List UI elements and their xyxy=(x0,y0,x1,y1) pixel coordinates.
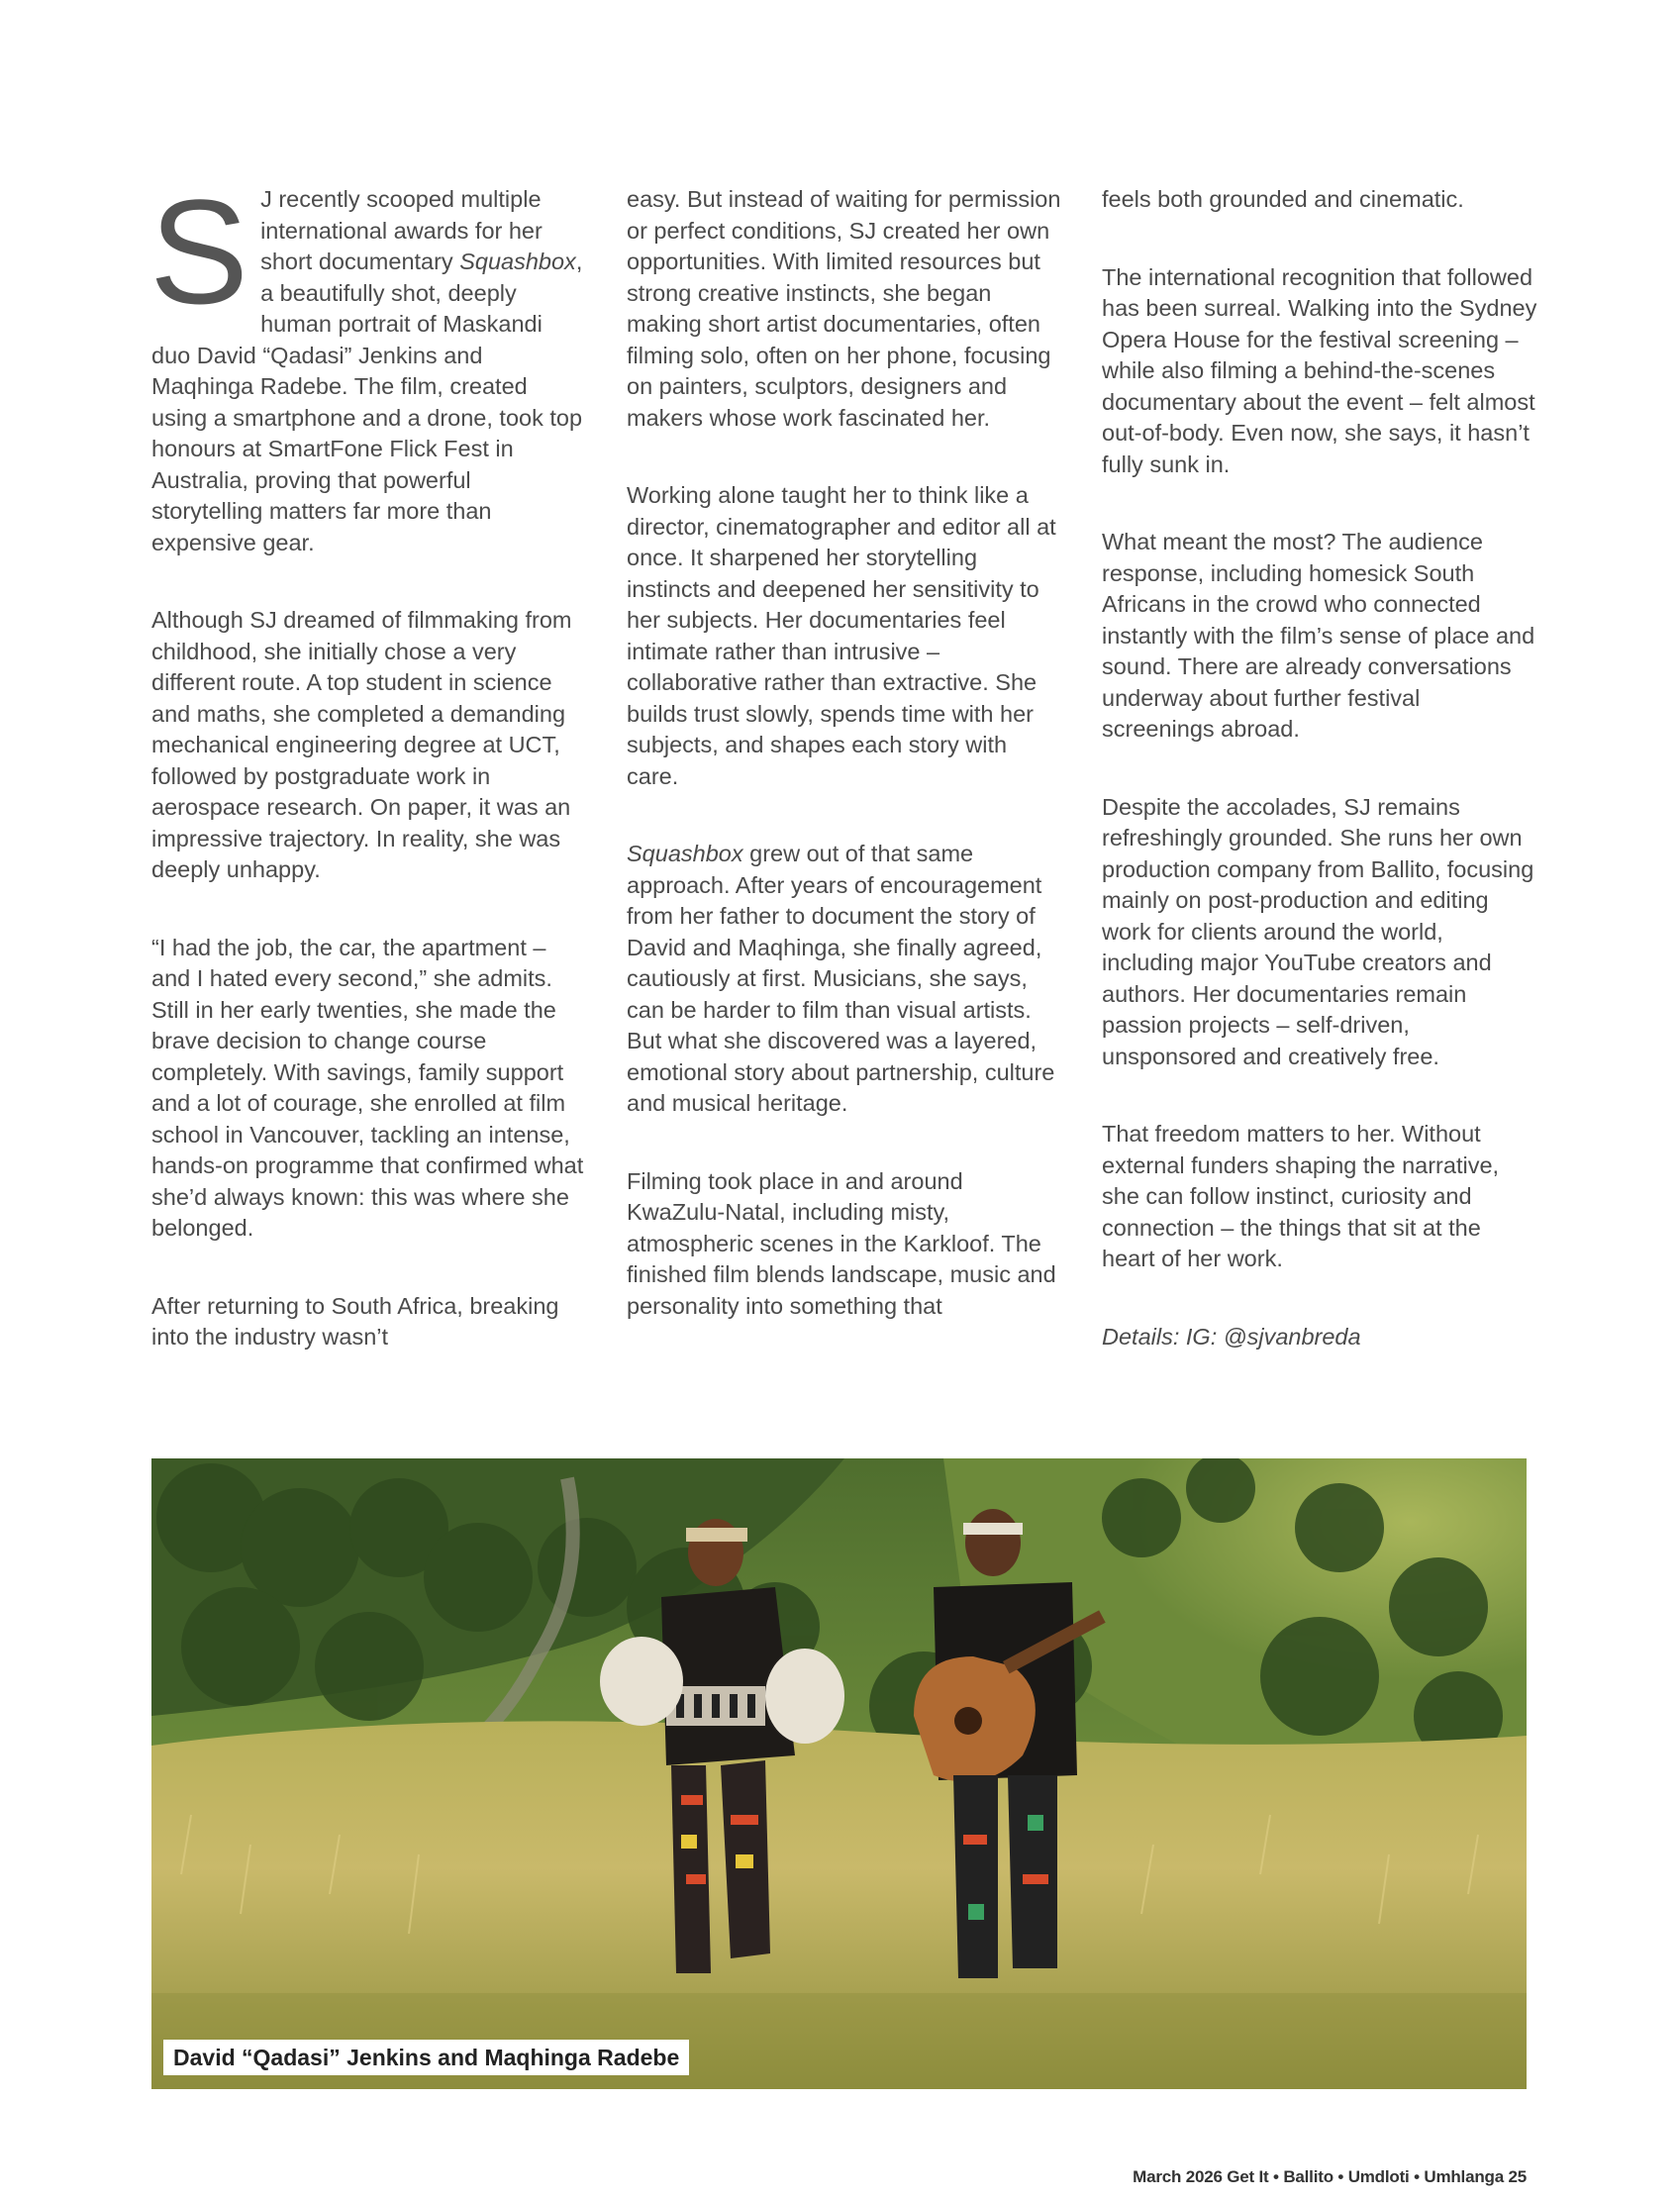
footer-area-umdloti: Umdloti xyxy=(1347,2167,1410,2186)
footer-area-umhlanga: Umhlanga xyxy=(1424,2167,1504,2186)
footer-publication: Get It xyxy=(1227,2167,1269,2186)
paragraph-audience: What meant the most? The audience response, including homesick South Africans in the crowd who connected instantly with the film’s sense of place and sound. There are already conversations underway about further festival screenings abroad. xyxy=(1102,529,1535,742)
paragraph-cinematic: feels both grounded and cinematic. xyxy=(1102,186,1464,212)
footer-separator: • xyxy=(1409,2167,1425,2186)
column-3 xyxy=(1102,184,1537,1399)
paragraph-filming: Filming took place in and around KwaZulu-Natal, including misty, atmospheric scenes in the Karkloof. The finished film blends landscape, music and personality into something that xyxy=(627,1167,1056,1319)
footer-separator: • xyxy=(1333,2167,1348,2186)
film-title: Squashbox xyxy=(459,249,576,274)
paragraph-freedom: That freedom matters to her. Without external funders shaping the narrative, she can follow instinct, curiosity and connection – the things that sit at the heart of her work. xyxy=(1102,1121,1500,1271)
photo-caption: David “Qadasi” Jenkins and Maqhinga Radebe xyxy=(163,2040,689,2075)
paragraph-grounded: Despite the accolades, SJ remains refreshingly grounded. She runs her own production company from Ballito, focusing mainly on post-production and editing work for clients around the world, including major YouTube creators and authors. Her documentaries remain passion projects – self-driven, unsponsored and creatively free. xyxy=(1102,793,1534,1069)
squashbox-rest-text: grew out of that same approach. After years of encouragement from her father to document the story of David and Maqhinga, she finally agreed, cautiously at first. Musicians, she says, can be harder to film than visual artists. But what she discovered was a layered, emotional story about partnership, culture and musical heritage. xyxy=(627,841,1055,1116)
footer-area-ballito: Ballito xyxy=(1283,2167,1334,2186)
paragraph-opportunities: easy. But instead of waiting for permission or perfect conditions, SJ created her own opportunities. With limited resources but strong creative instincts, she began making short artist documentaries, often filming solo, often on her phone, focusing on painters, sculptors, designers and makers whose work fascinated her. xyxy=(627,186,1061,431)
page-number: 25 xyxy=(1503,2167,1527,2186)
paragraph-squashbox xyxy=(627,839,1062,1120)
film-title: Squashbox xyxy=(627,841,743,866)
footer-separator: • xyxy=(1268,2167,1284,2186)
page-footer xyxy=(1133,2167,1527,2187)
column-2 xyxy=(627,184,1062,1368)
drop-cap: S xyxy=(149,168,249,335)
paragraph-quote: “I had the job, the car, the apartment – and I hated every second,” she admits. Still in her early twenties, she made the brave decision to change course completely. With savings, family support and a lot of courage, she enrolled at film school in Vancouver, tackling an intense, hands-on programme that confirmed what she’d always known: this was where she belonged. xyxy=(151,934,584,1241)
details-line: Details: IG: @sjvanbreda xyxy=(1102,1323,1361,1350)
paragraph-recognition: The international recognition that followed has been surreal. Walking into the Sydney Opera House for the festival screening – while also filming a behind-the-scenes documentary about the event – felt almost out-of-body. Even now, she says, it hasn’t fully sunk in. xyxy=(1102,263,1537,477)
column-1 xyxy=(149,168,587,1400)
paragraph-childhood: Although SJ dreamed of filmmaking from childhood, she initially chose a very different route. A top student in science and maths, she completed a demanding mechanical engineering degree at UCT, followed by postgraduate work in aerospace research. On paper, it was an impressive trajectory. In reality, she was deeply unhappy. xyxy=(151,607,572,882)
musicians-in-grassland-image xyxy=(151,1458,1527,2089)
paragraph-return: After returning to South Africa, breaking into the industry wasn’t xyxy=(151,1292,559,1350)
intro-lead-text: J recently scooped multiple international awards for her short documentary xyxy=(260,186,543,274)
intro-rest-text: , a beautifully shot, deeply human portrait of Maskandi duo David “Qadasi” Jenkins and Maqhinga Radebe. The film, created using a smartphone and a drone, took top honours at SmartFone Flick Fest in Australia, proving that powerful storytelling matters far more than expensive gear. xyxy=(151,249,583,555)
paragraph-intro xyxy=(149,168,587,558)
article-body xyxy=(149,168,1537,1422)
paragraph-working-alone: Working alone taught her to think like a director, cinematographer and editor all at once. It sharpened her storytelling instincts and deepened her sensitivity to her subjects. Her documentaries feel intimate rather than intrusive – collaborative rather than extractive. She builds trust slowly, spends time with her subjects, and shapes each story with care. xyxy=(627,482,1056,789)
feature-photo xyxy=(151,1458,1527,2089)
footer-month: March 2026 xyxy=(1133,2167,1228,2186)
